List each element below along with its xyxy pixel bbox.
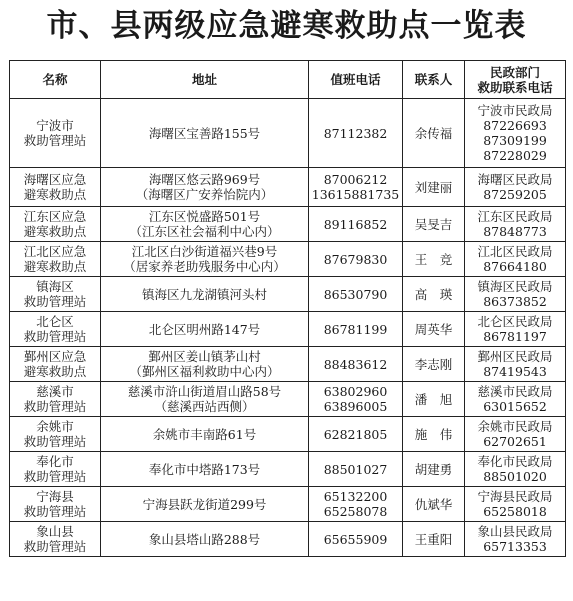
table-row	[10, 347, 566, 382]
table-row	[10, 242, 566, 277]
cell-duty-phone: 86530790	[309, 277, 403, 312]
cell-duty-phone: 88501027	[309, 452, 403, 487]
cell-name: 江东区应急 避寒救助点	[10, 207, 101, 242]
cell-address: 宁海县跃龙街道299号	[101, 487, 309, 522]
cell-dept-phone: 江东区民政局 87848773	[465, 207, 566, 242]
page-title: 市、县两级应急避寒救助点一览表	[46, 8, 527, 44]
cell-dept-phone: 江北区民政局 87664180	[465, 242, 566, 277]
cell-dept-phone: 慈溪市民政局 63015652	[465, 382, 566, 417]
cell-dept-phone: 奉化市民政局 88501020	[465, 452, 566, 487]
table-row	[10, 417, 566, 452]
cell-dept-phone: 海曙区民政局 87259205	[465, 168, 566, 207]
cell-name: 余姚市 救助管理站	[10, 417, 101, 452]
table-row	[10, 312, 566, 347]
cell-duty-phone: 65132200 65258078	[309, 487, 403, 522]
cell-name: 江北区应急 避寒救助点	[10, 242, 101, 277]
cell-contact: 刘建丽	[403, 168, 465, 207]
cell-contact: 王重阳	[403, 522, 465, 557]
cell-address: 江东区悦盛路501号 （江东区社会福利中心内）	[101, 207, 309, 242]
cell-dept-phone: 镇海区民政局 86373852	[465, 277, 566, 312]
table-row	[10, 168, 566, 207]
cell-name: 象山县 救助管理站	[10, 522, 101, 557]
cell-dept-phone: 宁波市民政局 87226693 87309199 87228029	[465, 99, 566, 168]
cell-contact: 周英华	[403, 312, 465, 347]
cell-contact: 潘 旭	[403, 382, 465, 417]
cell-contact: 李志刚	[403, 347, 465, 382]
cell-address: 慈溪市浒山街道眉山路58号 （慈溪西站西侧）	[101, 382, 309, 417]
cell-contact: 余传福	[403, 99, 465, 168]
cell-duty-phone: 87679830	[309, 242, 403, 277]
cell-duty-phone: 63802960 63896005	[309, 382, 403, 417]
cell-name: 慈溪市 救助管理站	[10, 382, 101, 417]
cell-duty-phone: 62821805	[309, 417, 403, 452]
cell-dept-phone: 象山县民政局 65713353	[465, 522, 566, 557]
header-contact: 联系人	[403, 61, 465, 99]
cell-dept-phone: 余姚市民政局 62702651	[465, 417, 566, 452]
table-row	[10, 207, 566, 242]
header-dept-phone: 民政部门 救助联系电话	[465, 61, 566, 99]
cell-dept-phone: 北仑区民政局 86781197	[465, 312, 566, 347]
cell-duty-phone: 87006212 13615881735	[309, 168, 403, 207]
table-body	[10, 99, 566, 557]
cell-duty-phone: 65655909	[309, 522, 403, 557]
cell-contact: 胡建勇	[403, 452, 465, 487]
cell-address: 海曙区宝善路155号	[101, 99, 309, 168]
cell-contact: 王 竞	[403, 242, 465, 277]
cell-contact: 吴旻吉	[403, 207, 465, 242]
table-row	[10, 452, 566, 487]
cell-address: 奉化市中塔路173号	[101, 452, 309, 487]
cell-address: 海曙区悠云路969号 （海曙区广安养怡院内）	[101, 168, 309, 207]
cell-address: 鄞州区姜山镇茅山村 （鄞州区福利救助中心内）	[101, 347, 309, 382]
header-duty-phone: 值班电话	[309, 61, 403, 99]
cell-name: 宁波市 救助管理站	[10, 99, 101, 168]
shelter-directory-table	[9, 60, 566, 557]
header-row	[10, 61, 566, 99]
cell-address: 象山县塔山路288号	[101, 522, 309, 557]
table-row	[10, 382, 566, 417]
cell-dept-phone: 鄞州区民政局 87419543	[465, 347, 566, 382]
cell-dept-phone: 宁海县民政局 65258018	[465, 487, 566, 522]
cell-name: 鄞州区应急 避寒救助点	[10, 347, 101, 382]
cell-name: 海曙区应急 避寒救助点	[10, 168, 101, 207]
header-address: 地址	[101, 61, 309, 99]
cell-address: 余姚市丰南路61号	[101, 417, 309, 452]
cell-address: 镇海区九龙湖镇河头村	[101, 277, 309, 312]
cell-duty-phone: 88483612	[309, 347, 403, 382]
table-row	[10, 487, 566, 522]
cell-address: 北仑区明州路147号	[101, 312, 309, 347]
cell-contact: 仇斌华	[403, 487, 465, 522]
table-row	[10, 522, 566, 557]
header-name: 名称	[10, 61, 101, 99]
cell-duty-phone: 87112382	[309, 99, 403, 168]
cell-contact: 高 瑛	[403, 277, 465, 312]
cell-contact: 施 伟	[403, 417, 465, 452]
cell-name: 奉化市 救助管理站	[10, 452, 101, 487]
cell-duty-phone: 89116852	[309, 207, 403, 242]
cell-duty-phone: 86781199	[309, 312, 403, 347]
cell-name: 镇海区 救助管理站	[10, 277, 101, 312]
cell-address: 江北区白沙街道福兴巷9号 （居家养老助残服务中心内）	[101, 242, 309, 277]
cell-name: 宁海县 救助管理站	[10, 487, 101, 522]
cell-name: 北仑区 救助管理站	[10, 312, 101, 347]
table-row	[10, 99, 566, 168]
table-row	[10, 277, 566, 312]
